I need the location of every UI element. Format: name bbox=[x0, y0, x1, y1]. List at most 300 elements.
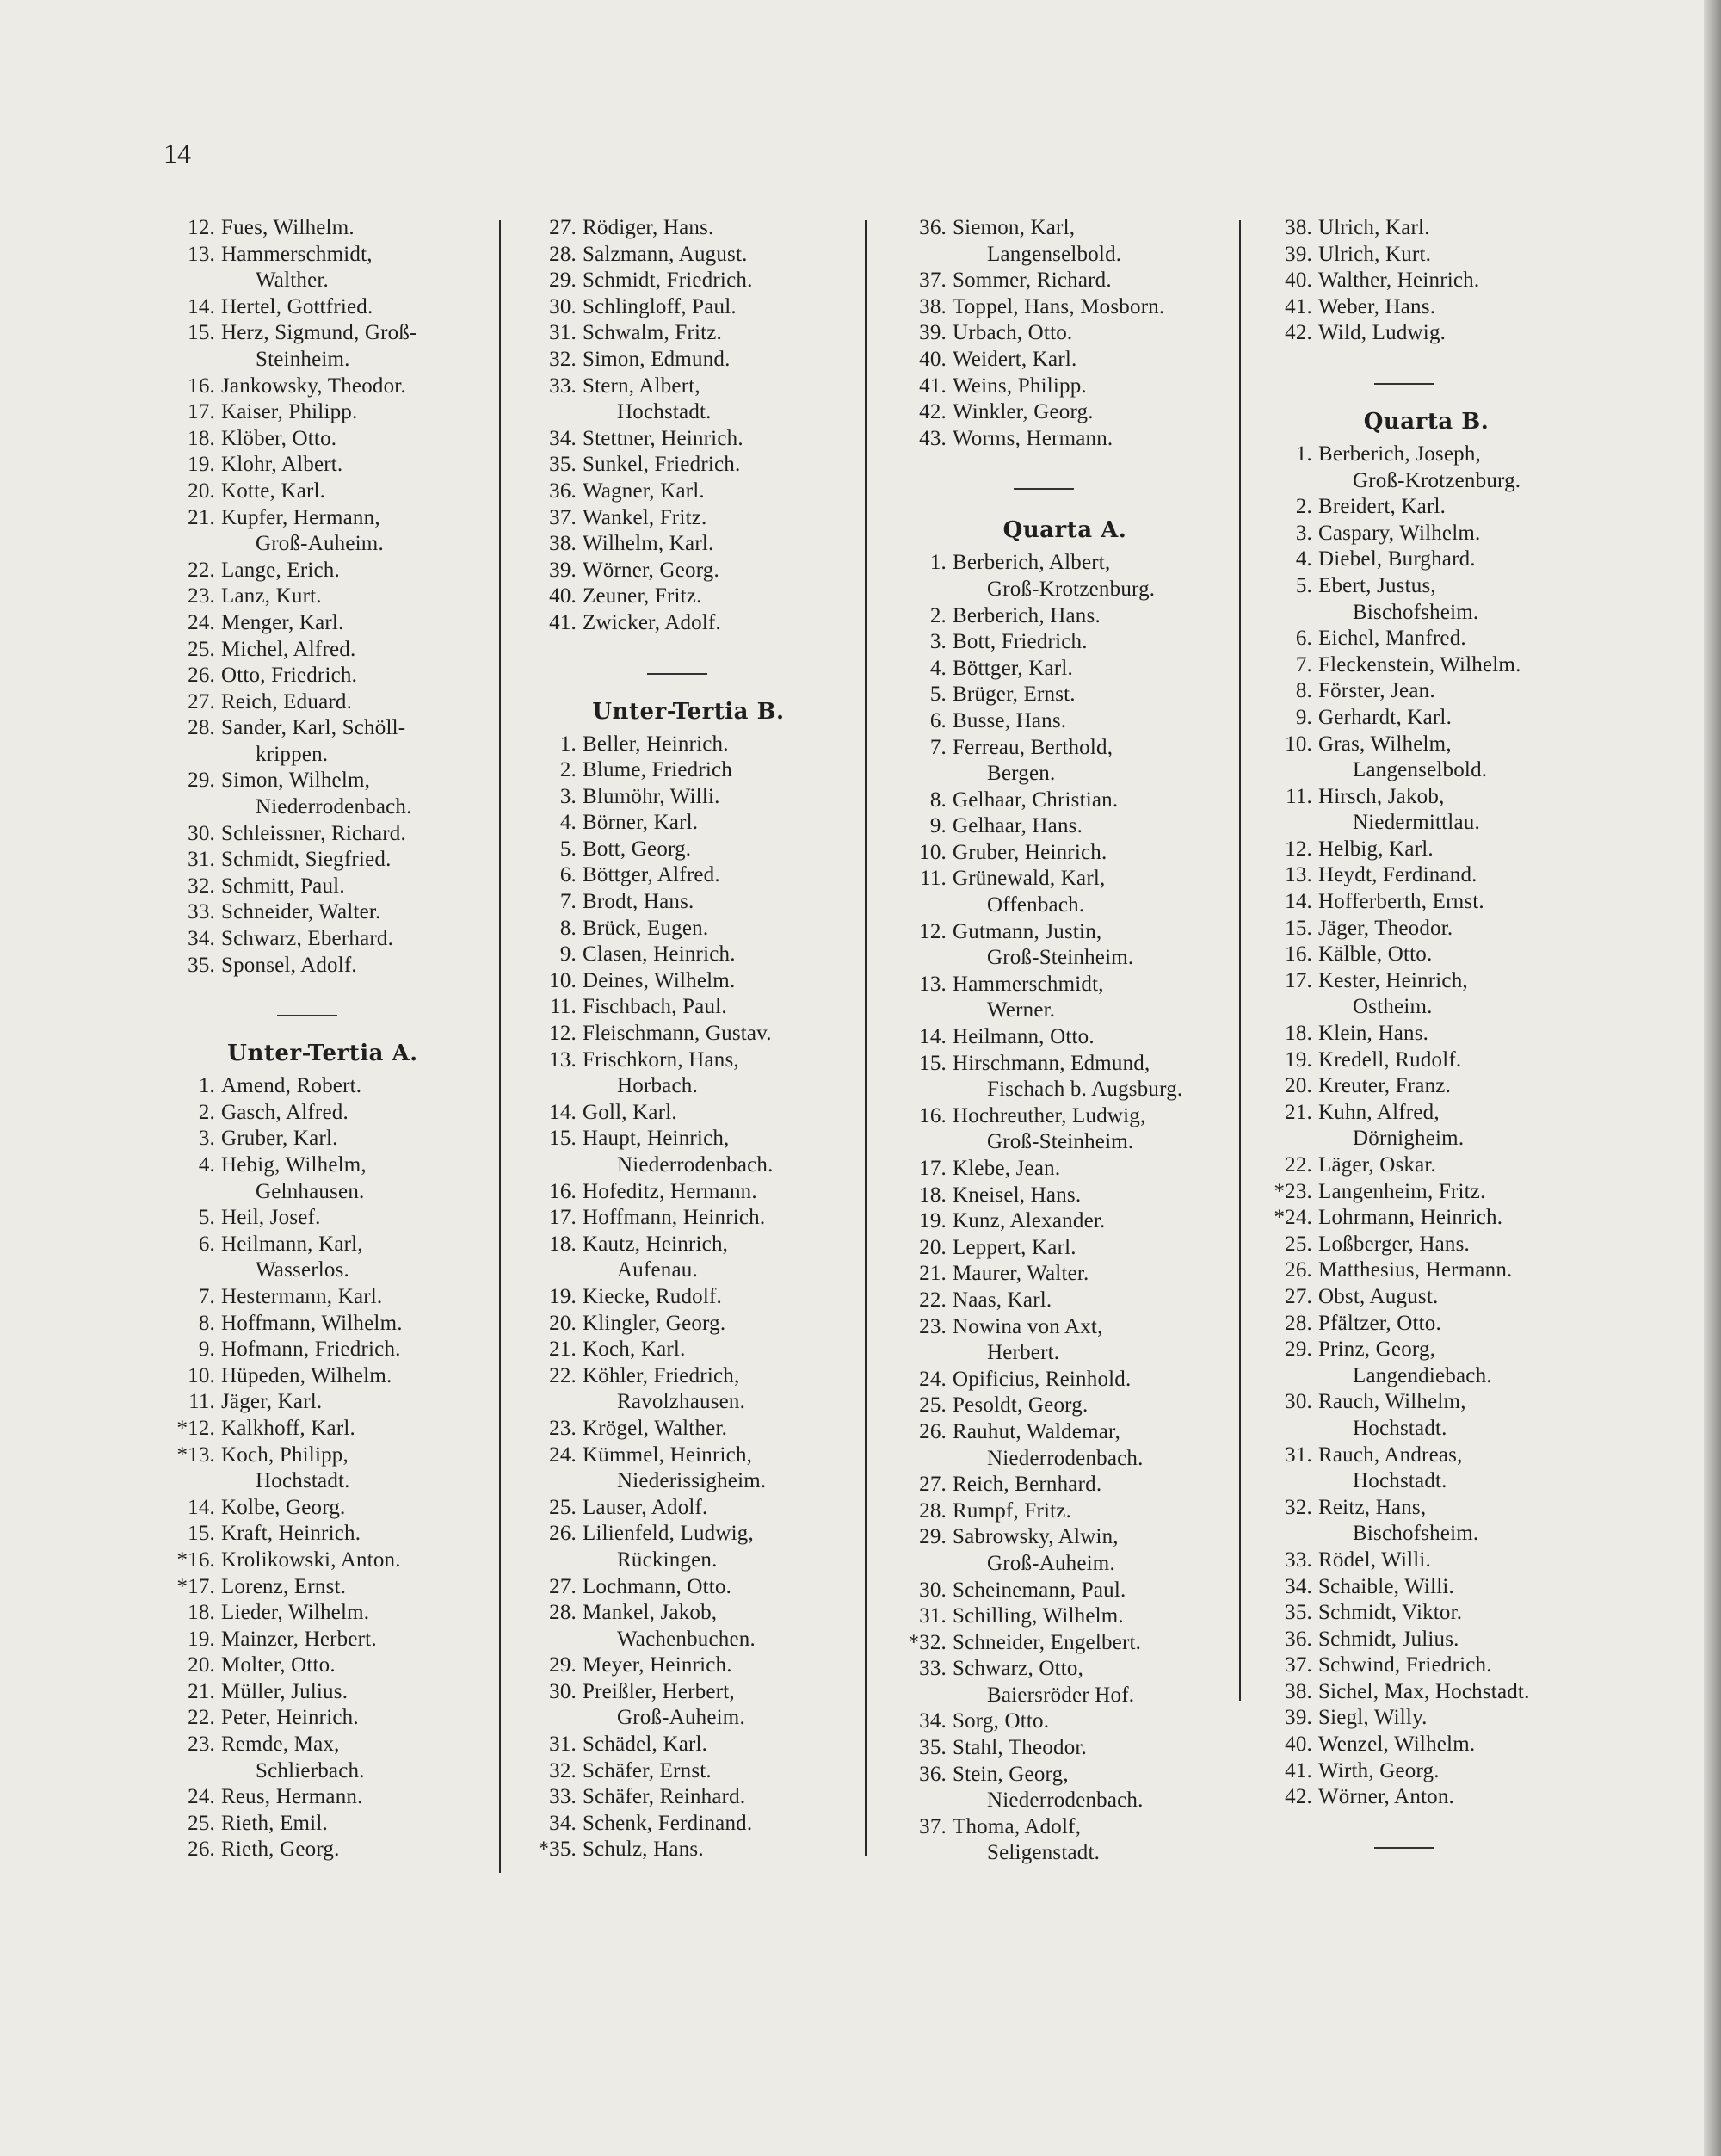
entry-number: 20. bbox=[919, 1235, 947, 1259]
entry-text bbox=[583, 1021, 860, 1047]
list-item bbox=[1252, 837, 1601, 863]
entry-text bbox=[1318, 320, 1601, 347]
entry-number: 31. bbox=[549, 321, 577, 345]
list-item bbox=[886, 426, 1243, 453]
entry-name: Kümmel, Heinrich, bbox=[583, 1442, 753, 1467]
entry-text bbox=[953, 347, 1243, 374]
entry-number: 40. bbox=[1285, 269, 1312, 293]
entry-name: Kälble, Otto. bbox=[1318, 942, 1433, 967]
list-item bbox=[1252, 1152, 1601, 1179]
list-item bbox=[155, 1337, 490, 1363]
entry-number: 42. bbox=[919, 400, 947, 424]
list-item bbox=[1252, 521, 1601, 547]
list-item bbox=[155, 663, 490, 689]
entry-text bbox=[221, 1205, 490, 1232]
entry-name: Fleischmann, Gustav. bbox=[583, 1022, 772, 1046]
entry-number: 22. bbox=[1285, 1153, 1312, 1177]
entry-name: Reich, Bernhard. bbox=[953, 1473, 1102, 1497]
list-item bbox=[516, 1100, 860, 1127]
entry-number: 18. bbox=[549, 1232, 577, 1256]
entry-text bbox=[583, 837, 860, 863]
entry-number: 5. bbox=[559, 837, 577, 861]
entry-text bbox=[221, 847, 490, 874]
entry-continuation: Hochstadt. bbox=[256, 1469, 350, 1493]
entry-number: 17. bbox=[188, 400, 215, 424]
entry-name: Klebe, Jean. bbox=[953, 1157, 1061, 1180]
entry-text bbox=[1318, 1442, 1601, 1495]
entry-text bbox=[583, 584, 860, 610]
entry-name: Schädel, Karl. bbox=[583, 1733, 708, 1757]
entry-number: 14. bbox=[1285, 890, 1312, 914]
entry-text bbox=[1318, 1784, 1601, 1811]
entry-number: 27. bbox=[549, 1574, 577, 1598]
list-item bbox=[886, 1630, 1243, 1657]
entry-name: Brodt, Hans. bbox=[583, 890, 694, 914]
list-item bbox=[886, 735, 1243, 788]
entry-text bbox=[953, 1630, 1243, 1657]
list-item bbox=[1252, 1442, 1601, 1495]
entry-name: Wenzel, Wilhelm. bbox=[1318, 1733, 1476, 1757]
entry-name: Gasch, Alfred. bbox=[221, 1100, 349, 1124]
entry-text bbox=[583, 505, 860, 532]
entry-text bbox=[953, 1103, 1243, 1156]
entry-text bbox=[583, 916, 860, 942]
list-item bbox=[886, 1762, 1243, 1814]
entry-text bbox=[221, 768, 490, 820]
list-item bbox=[1252, 1205, 1601, 1232]
entry-name: Gruber, Karl. bbox=[221, 1127, 338, 1151]
entry-number: 23. bbox=[919, 1314, 947, 1338]
end-divider bbox=[1374, 1847, 1434, 1849]
entry-name: Koch, Philipp, bbox=[221, 1442, 349, 1467]
entry-text bbox=[1318, 442, 1601, 494]
entry-number: 15. bbox=[919, 1051, 947, 1075]
list-item bbox=[155, 953, 490, 979]
entry-number: 42. bbox=[1285, 321, 1312, 345]
entry-text bbox=[583, 479, 860, 505]
entry-text bbox=[221, 479, 490, 505]
entry-name: Helbig, Karl. bbox=[1318, 837, 1434, 861]
entry-continuation: Hochstadt. bbox=[1353, 1469, 1447, 1493]
list-item bbox=[516, 1495, 860, 1522]
entry-text bbox=[1318, 1679, 1601, 1706]
entry-text bbox=[221, 1811, 490, 1838]
entry-text bbox=[583, 1100, 860, 1127]
entry-text bbox=[953, 294, 1243, 321]
entry-number: 36. bbox=[549, 479, 577, 503]
entry-text bbox=[221, 215, 490, 242]
entry-number: 30. bbox=[919, 1578, 947, 1602]
entry-text bbox=[1318, 889, 1601, 916]
entry-number: 2. bbox=[198, 1100, 215, 1124]
list-item bbox=[1252, 320, 1601, 347]
entry-continuation: Groß-Steinheim. bbox=[987, 946, 1134, 970]
entry-number: 20. bbox=[188, 1653, 215, 1677]
entry-number: 26. bbox=[188, 1838, 215, 1862]
list-item bbox=[516, 916, 860, 942]
entry-number: 3. bbox=[559, 784, 577, 808]
entry-number: 17. bbox=[549, 1206, 577, 1230]
entry-text bbox=[1318, 1389, 1601, 1442]
list-item bbox=[1252, 1574, 1601, 1601]
entry-name: Naas, Karl. bbox=[953, 1288, 1052, 1312]
entry-name: Böttger, Alfred. bbox=[583, 863, 720, 887]
list-item bbox=[1252, 294, 1601, 321]
entry-text bbox=[953, 1288, 1243, 1314]
entry-name: Ulrich, Karl. bbox=[1318, 216, 1430, 239]
list-item bbox=[155, 426, 490, 453]
entry-number: 39. bbox=[919, 321, 947, 345]
entry-continuation: Hochstadt. bbox=[617, 400, 712, 424]
entry-name: Hebig, Wilhelm, bbox=[221, 1153, 367, 1177]
list-item bbox=[886, 1472, 1243, 1498]
entry-number: 13. bbox=[919, 972, 947, 996]
list-item bbox=[516, 479, 860, 505]
entry-name: Eichel, Manfred. bbox=[1318, 627, 1466, 651]
entry-name: Schwind, Friedrich. bbox=[1318, 1653, 1492, 1677]
entry-name: Wagner, Karl. bbox=[583, 479, 705, 503]
entry-text bbox=[953, 919, 1243, 972]
entry-text bbox=[953, 972, 1243, 1024]
list-item bbox=[516, 1337, 860, 1363]
entry-continuation: Seligenstadt. bbox=[987, 1841, 1101, 1865]
entry-text bbox=[221, 1548, 490, 1574]
entry-text bbox=[221, 689, 490, 716]
entry-number: 3. bbox=[198, 1127, 215, 1151]
list-item bbox=[155, 399, 490, 426]
entry-text bbox=[583, 889, 860, 916]
list-item bbox=[886, 1183, 1243, 1209]
entry-text bbox=[953, 788, 1243, 814]
entry-number: *13. bbox=[176, 1442, 215, 1467]
entry-text bbox=[221, 1232, 490, 1284]
entry-number: 10. bbox=[919, 840, 947, 864]
entry-number: 2. bbox=[559, 758, 577, 782]
entry-number: 34. bbox=[549, 1811, 577, 1835]
entry-name: Fues, Wilhelm. bbox=[221, 216, 355, 239]
entry-text bbox=[1318, 732, 1601, 784]
entry-number: 7. bbox=[198, 1284, 215, 1308]
entry-number: 32. bbox=[549, 1758, 577, 1782]
entry-number: 5. bbox=[929, 683, 947, 707]
entry-text bbox=[583, 1837, 860, 1863]
entry-number: 41. bbox=[1285, 294, 1312, 318]
entry-number: 10. bbox=[549, 968, 577, 992]
entry-name: Blumöhr, Willi. bbox=[583, 784, 720, 808]
list-item bbox=[516, 1205, 860, 1232]
list-item bbox=[155, 1232, 490, 1284]
entry-number: 31. bbox=[188, 848, 215, 872]
entry-number: 33. bbox=[549, 1785, 577, 1809]
list-item bbox=[155, 1732, 490, 1784]
entry-name: Klöber, Otto. bbox=[221, 426, 337, 450]
entry-name: Langenheim, Fritz. bbox=[1318, 1179, 1486, 1203]
entry-name: Stahl, Theodor. bbox=[953, 1736, 1088, 1760]
entry-text bbox=[221, 1653, 490, 1679]
entry-text bbox=[1318, 968, 1601, 1021]
entry-text bbox=[583, 968, 860, 995]
entry-name: Kneisel, Hans. bbox=[953, 1183, 1082, 1207]
entry-text bbox=[221, 1521, 490, 1548]
entry-text bbox=[953, 1419, 1243, 1472]
list-item bbox=[516, 1442, 860, 1495]
entry-name: Schmitt, Paul. bbox=[221, 874, 345, 898]
entry-name: Kautz, Heinrich, bbox=[583, 1232, 729, 1256]
entry-name: Hofferberth, Ernst. bbox=[1318, 890, 1484, 914]
entry-text bbox=[1318, 1548, 1601, 1574]
entry-number: 7. bbox=[559, 890, 577, 914]
entry-text bbox=[1318, 1627, 1601, 1653]
entry-number: 11. bbox=[920, 867, 947, 891]
entry-name: Ebert, Justus, bbox=[1318, 573, 1436, 597]
list-item bbox=[516, 426, 860, 453]
entry-name: Berberich, Hans. bbox=[953, 603, 1101, 627]
entry-name: Hertel, Gottfried. bbox=[221, 294, 373, 318]
list-item bbox=[1252, 1679, 1601, 1706]
entry-number: 10. bbox=[188, 1363, 215, 1387]
entry-number: 21. bbox=[1285, 1100, 1312, 1124]
entry-text bbox=[583, 347, 860, 374]
entry-number: 4. bbox=[1295, 547, 1312, 571]
entry-text bbox=[1318, 1574, 1601, 1601]
entry-continuation: Hochstadt. bbox=[1353, 1416, 1447, 1440]
list-item bbox=[1252, 968, 1601, 1021]
list-item bbox=[886, 550, 1243, 602]
entry-continuation: Niederissigheim. bbox=[617, 1469, 767, 1493]
list-item bbox=[516, 968, 860, 995]
entry-name: Remde, Max, bbox=[221, 1733, 340, 1757]
entry-text bbox=[953, 1208, 1243, 1235]
list-item bbox=[886, 682, 1243, 708]
entry-text bbox=[953, 735, 1243, 788]
entry-number: 9. bbox=[198, 1337, 215, 1362]
entry-text bbox=[583, 810, 860, 837]
entry-number: 21. bbox=[188, 1679, 215, 1703]
entry-text bbox=[221, 294, 490, 321]
column-divider bbox=[499, 220, 501, 1873]
entry-number: 33. bbox=[549, 374, 577, 398]
entry-text bbox=[583, 1732, 860, 1758]
entry-continuation: Wachenbuchen. bbox=[617, 1627, 756, 1651]
entry-text bbox=[1318, 916, 1601, 942]
entry-text bbox=[1318, 294, 1601, 321]
entry-name: Hammerschmidt, bbox=[221, 242, 373, 266]
entry-number: 22. bbox=[919, 1288, 947, 1312]
entry-text bbox=[1318, 494, 1601, 521]
entry-name: Lochmann, Otto. bbox=[583, 1574, 732, 1598]
entry-text bbox=[583, 452, 860, 479]
entry-text bbox=[221, 320, 490, 373]
entry-text bbox=[221, 874, 490, 900]
entry-number: 32. bbox=[549, 347, 577, 371]
entry-name: Klohr, Albert. bbox=[221, 453, 343, 477]
entry-number: 25. bbox=[188, 637, 215, 661]
entry-text bbox=[221, 715, 490, 768]
entry-continuation: Aufenau. bbox=[617, 1258, 698, 1282]
list-item bbox=[155, 242, 490, 294]
entry-number: 38. bbox=[1285, 216, 1312, 239]
entry-name: Wirth, Georg. bbox=[1318, 1758, 1440, 1782]
entry-text bbox=[221, 374, 490, 400]
entry-number: 17. bbox=[1285, 968, 1312, 992]
entry-number: 1. bbox=[929, 551, 947, 575]
list-item bbox=[516, 1232, 860, 1284]
entry-number: 36. bbox=[919, 216, 947, 239]
entry-name: Köhler, Friedrich, bbox=[583, 1363, 740, 1387]
entry-name: Scheinemann, Paul. bbox=[953, 1578, 1126, 1602]
entry-name: Kunz, Alexander. bbox=[953, 1209, 1106, 1233]
entry-text bbox=[1318, 573, 1601, 626]
list-item bbox=[886, 1656, 1243, 1708]
entry-number: 34. bbox=[919, 1709, 947, 1733]
entry-name: Peter, Heinrich. bbox=[221, 1706, 359, 1730]
entry-name: Reich, Eduard. bbox=[221, 689, 353, 714]
section-divider bbox=[1374, 383, 1434, 385]
entry-text bbox=[953, 399, 1243, 426]
entry-number: 34. bbox=[549, 426, 577, 450]
entry-number: 18. bbox=[188, 426, 215, 450]
entry-number: *24. bbox=[1274, 1206, 1312, 1230]
entry-name: Obst, August. bbox=[1318, 1284, 1439, 1308]
entry-name: Lohrmann, Heinrich. bbox=[1318, 1206, 1503, 1230]
entry-text bbox=[221, 1732, 490, 1784]
list-item bbox=[886, 1156, 1243, 1183]
entry-name: Sichel, Max, Hochstadt. bbox=[1318, 1679, 1530, 1703]
entry-text bbox=[953, 1393, 1243, 1419]
entry-name: Brück, Eugen. bbox=[583, 916, 709, 940]
list-item bbox=[886, 1524, 1243, 1577]
list-item bbox=[155, 926, 490, 953]
entry-number: 16. bbox=[919, 1103, 947, 1127]
entry-number: 4. bbox=[559, 811, 577, 835]
entry-number: 8. bbox=[559, 916, 577, 940]
entry-text bbox=[583, 1758, 860, 1785]
entry-number: 9. bbox=[929, 814, 947, 838]
entry-text bbox=[953, 374, 1243, 400]
entry-text bbox=[583, 1495, 860, 1522]
list-item bbox=[155, 1653, 490, 1679]
list-item bbox=[1252, 1548, 1601, 1574]
entry-name: Goll, Karl. bbox=[583, 1100, 677, 1124]
entry-text bbox=[953, 1708, 1243, 1735]
entry-number: 11. bbox=[1286, 784, 1312, 808]
entry-number: 40. bbox=[549, 584, 577, 608]
entry-text bbox=[583, 1205, 860, 1232]
entry-name: Rödel, Willi. bbox=[1318, 1548, 1431, 1572]
entry-text bbox=[221, 953, 490, 979]
entry-text bbox=[1318, 215, 1601, 242]
entry-number: 22. bbox=[188, 558, 215, 582]
entry-text bbox=[1318, 242, 1601, 269]
list-item bbox=[155, 1442, 490, 1495]
entry-number: 28. bbox=[549, 242, 577, 266]
entry-number: 4. bbox=[198, 1153, 215, 1177]
list-item bbox=[886, 1261, 1243, 1288]
entry-text bbox=[583, 1337, 860, 1363]
entry-number: 23. bbox=[549, 1416, 577, 1440]
entry-name: Schulz, Hans. bbox=[583, 1838, 704, 1862]
entry-name: Salzmann, August. bbox=[583, 242, 748, 266]
entry-text bbox=[953, 1024, 1243, 1051]
entry-text bbox=[1318, 1232, 1601, 1258]
entry-name: Wörner, Anton. bbox=[1318, 1785, 1455, 1809]
entry-text bbox=[583, 1047, 860, 1100]
entry-continuation: Ravolzhausen. bbox=[617, 1390, 746, 1414]
entry-number: 43. bbox=[919, 426, 947, 450]
entry-name: Reus, Hermann. bbox=[221, 1785, 363, 1809]
entry-name: Berberich, Albert, bbox=[953, 551, 1111, 575]
entry-text bbox=[1318, 862, 1601, 889]
entry-name: Molter, Otto. bbox=[221, 1653, 336, 1677]
entry-name: Rieth, Georg. bbox=[221, 1838, 340, 1862]
entry-number: 32. bbox=[188, 874, 215, 898]
entry-name: Pesoldt, Georg. bbox=[953, 1393, 1089, 1418]
list-item bbox=[155, 1679, 490, 1706]
entry-text bbox=[221, 1784, 490, 1811]
entry-name: Walther, Heinrich. bbox=[1318, 269, 1480, 293]
list-item bbox=[1252, 889, 1601, 916]
entry-number: 7. bbox=[1295, 652, 1312, 676]
entry-number: 14. bbox=[188, 1495, 215, 1519]
list-item bbox=[886, 1498, 1243, 1525]
entry-name: Rauch, Wilhelm, bbox=[1318, 1390, 1466, 1414]
list-item bbox=[516, 531, 860, 558]
entry-number: 21. bbox=[188, 505, 215, 529]
entry-number: 38. bbox=[549, 532, 577, 556]
entry-text bbox=[953, 1156, 1243, 1183]
list-item bbox=[1252, 916, 1601, 942]
list-item bbox=[516, 1047, 860, 1100]
entry-number: *23. bbox=[1274, 1179, 1312, 1203]
list-item bbox=[886, 399, 1243, 426]
entry-number: 29. bbox=[188, 769, 215, 793]
entry-number: 28. bbox=[188, 716, 215, 740]
entry-name: Koch, Karl. bbox=[583, 1337, 686, 1362]
list-item bbox=[1252, 547, 1601, 573]
entry-continuation: Groß-Auheim. bbox=[617, 1706, 745, 1730]
entry-number: 19. bbox=[188, 453, 215, 477]
entry-text bbox=[583, 757, 860, 784]
entry-name: Kiecke, Rudolf. bbox=[583, 1284, 722, 1308]
entry-name: Kraft, Heinrich. bbox=[221, 1522, 361, 1546]
entry-name: Siemon, Karl, bbox=[953, 216, 1076, 239]
entry-number: 23. bbox=[188, 584, 215, 608]
entry-name: Schilling, Wilhelm. bbox=[953, 1604, 1124, 1628]
list-item bbox=[886, 708, 1243, 735]
entry-continuation: Groß-Krotzenburg. bbox=[1353, 468, 1521, 492]
entry-number: 8. bbox=[1295, 679, 1312, 703]
entry-name: Stettner, Heinrich. bbox=[583, 426, 743, 450]
list-item bbox=[516, 610, 860, 637]
entry-number: *12. bbox=[176, 1416, 215, 1440]
entry-number: 26. bbox=[919, 1419, 947, 1443]
entry-name: Lilienfeld, Ludwig, bbox=[583, 1522, 754, 1546]
entry-text bbox=[953, 1735, 1243, 1762]
entry-name: Schlingloff, Paul. bbox=[583, 294, 737, 318]
entry-number: 20. bbox=[188, 479, 215, 503]
entry-number: 18. bbox=[1285, 1022, 1312, 1046]
entry-name: Frischkorn, Hans, bbox=[583, 1047, 739, 1072]
list-item bbox=[886, 919, 1243, 972]
list-item bbox=[155, 610, 490, 637]
entry-text bbox=[221, 1152, 490, 1205]
entry-name: Leppert, Karl. bbox=[953, 1235, 1076, 1259]
entry-text bbox=[1318, 1732, 1601, 1758]
entry-text bbox=[953, 813, 1243, 840]
entry-text bbox=[221, 584, 490, 610]
entry-text bbox=[1318, 1495, 1601, 1548]
entry-number: 33. bbox=[1285, 1548, 1312, 1572]
